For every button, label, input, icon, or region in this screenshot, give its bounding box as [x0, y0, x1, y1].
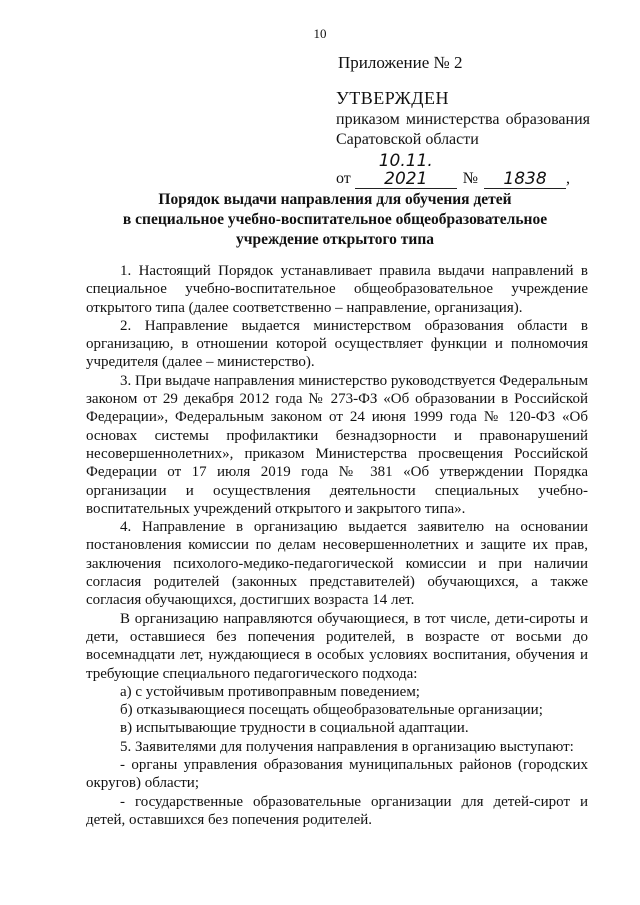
approval-line-2: Саратовской области: [336, 131, 479, 148]
applicant-item-1: - органы управления образования муниципальных районов (городских округов) области;: [86, 757, 588, 792]
list-item-c: в) испытывающие трудности в социальной адаптации.: [120, 720, 469, 737]
trailing-comma: ,: [566, 170, 571, 187]
paragraph-3: 3. При выдаче направления министерство руководствуется Федеральным законом от 29 декабря 2012 года № 273-ФЗ «Об образовании в Российской Федерации», Федеральным законом от 24 июня 1999 года № 120-ФЗ «Об основах системы профилактики безнадзорности и правонарушений несовершеннолетних», приказом Министерства просвещения Российской Федерации от 17 июля 2019 года № 381 «Об утверждении Порядка организации и осуществления деятельности специальных учебно-воспитательных учреждений открытого и закрытого типа».: [86, 372, 588, 517]
applicant-item-2: - государственные образовательные организации для детей-сирот и детей, оставшихся без попечения родителей.: [86, 793, 588, 828]
approval-line-1: приказом министерства образования: [336, 111, 590, 128]
paragraph-4: 4. Направление в организацию выдается заявителю на основании постановления комиссии по делам несовершеннолетних и защите их прав, заключения психолого-медико-педагогической комиссии и при наличии согласия родителей (законных представителей) обучающихся, а также согласия обучающихся, достигших возраста 14 лет.: [86, 519, 588, 609]
title-line-3: учреждение открытого типа: [235, 231, 435, 248]
paragraph-5: 5. Заявителями для получения направления в организацию выступают:: [120, 738, 574, 755]
handwritten-number: 1838: [484, 170, 566, 189]
number-label: №: [462, 170, 479, 187]
paragraph-1: 1. Настоящий Порядок устанавливает правила выдачи направлений в специальное учебно-воспитательное общеобразовательное учреждение открытого типа (далее соответственно – направление, организация).: [86, 263, 588, 316]
title-line-1: Порядок выдачи направления для обучения детей: [158, 191, 512, 208]
page-number: 10: [313, 26, 327, 41]
document-body: [86, 262, 588, 829]
list-item-a: а) с устойчивым противоправным поведением;: [120, 683, 420, 700]
paragraph-students: В организацию направляются обучающиеся, в тот числе, дети-сироты и дети, оставшиеся без попечения родителей, в возрасте от восьми до восемнадцати лет, нуждающиеся в особых условиях воспитания, обучения и требующие специального педагогического подхода:: [86, 610, 588, 682]
title-line-2: в специальное учебно-воспитательное общеобразовательное: [122, 211, 548, 228]
approval-title: УТВЕРЖДЕН: [336, 88, 450, 108]
handwritten-date: 10.11. 2021: [355, 152, 457, 189]
document-title: [80, 190, 590, 250]
paragraph-2: 2. Направление выдается министерством образования области в организацию, в отношении которой осуществляет функции и полномочия учредителя (далее – министерство).: [86, 317, 588, 371]
from-label: от: [336, 170, 351, 187]
approval-signature-line: [336, 152, 590, 189]
list-item-b: б) отказывающиеся посещать общеобразовательные организации;: [120, 702, 543, 719]
approval-block: [336, 88, 590, 189]
appendix-label: Приложение № 2: [338, 53, 463, 72]
